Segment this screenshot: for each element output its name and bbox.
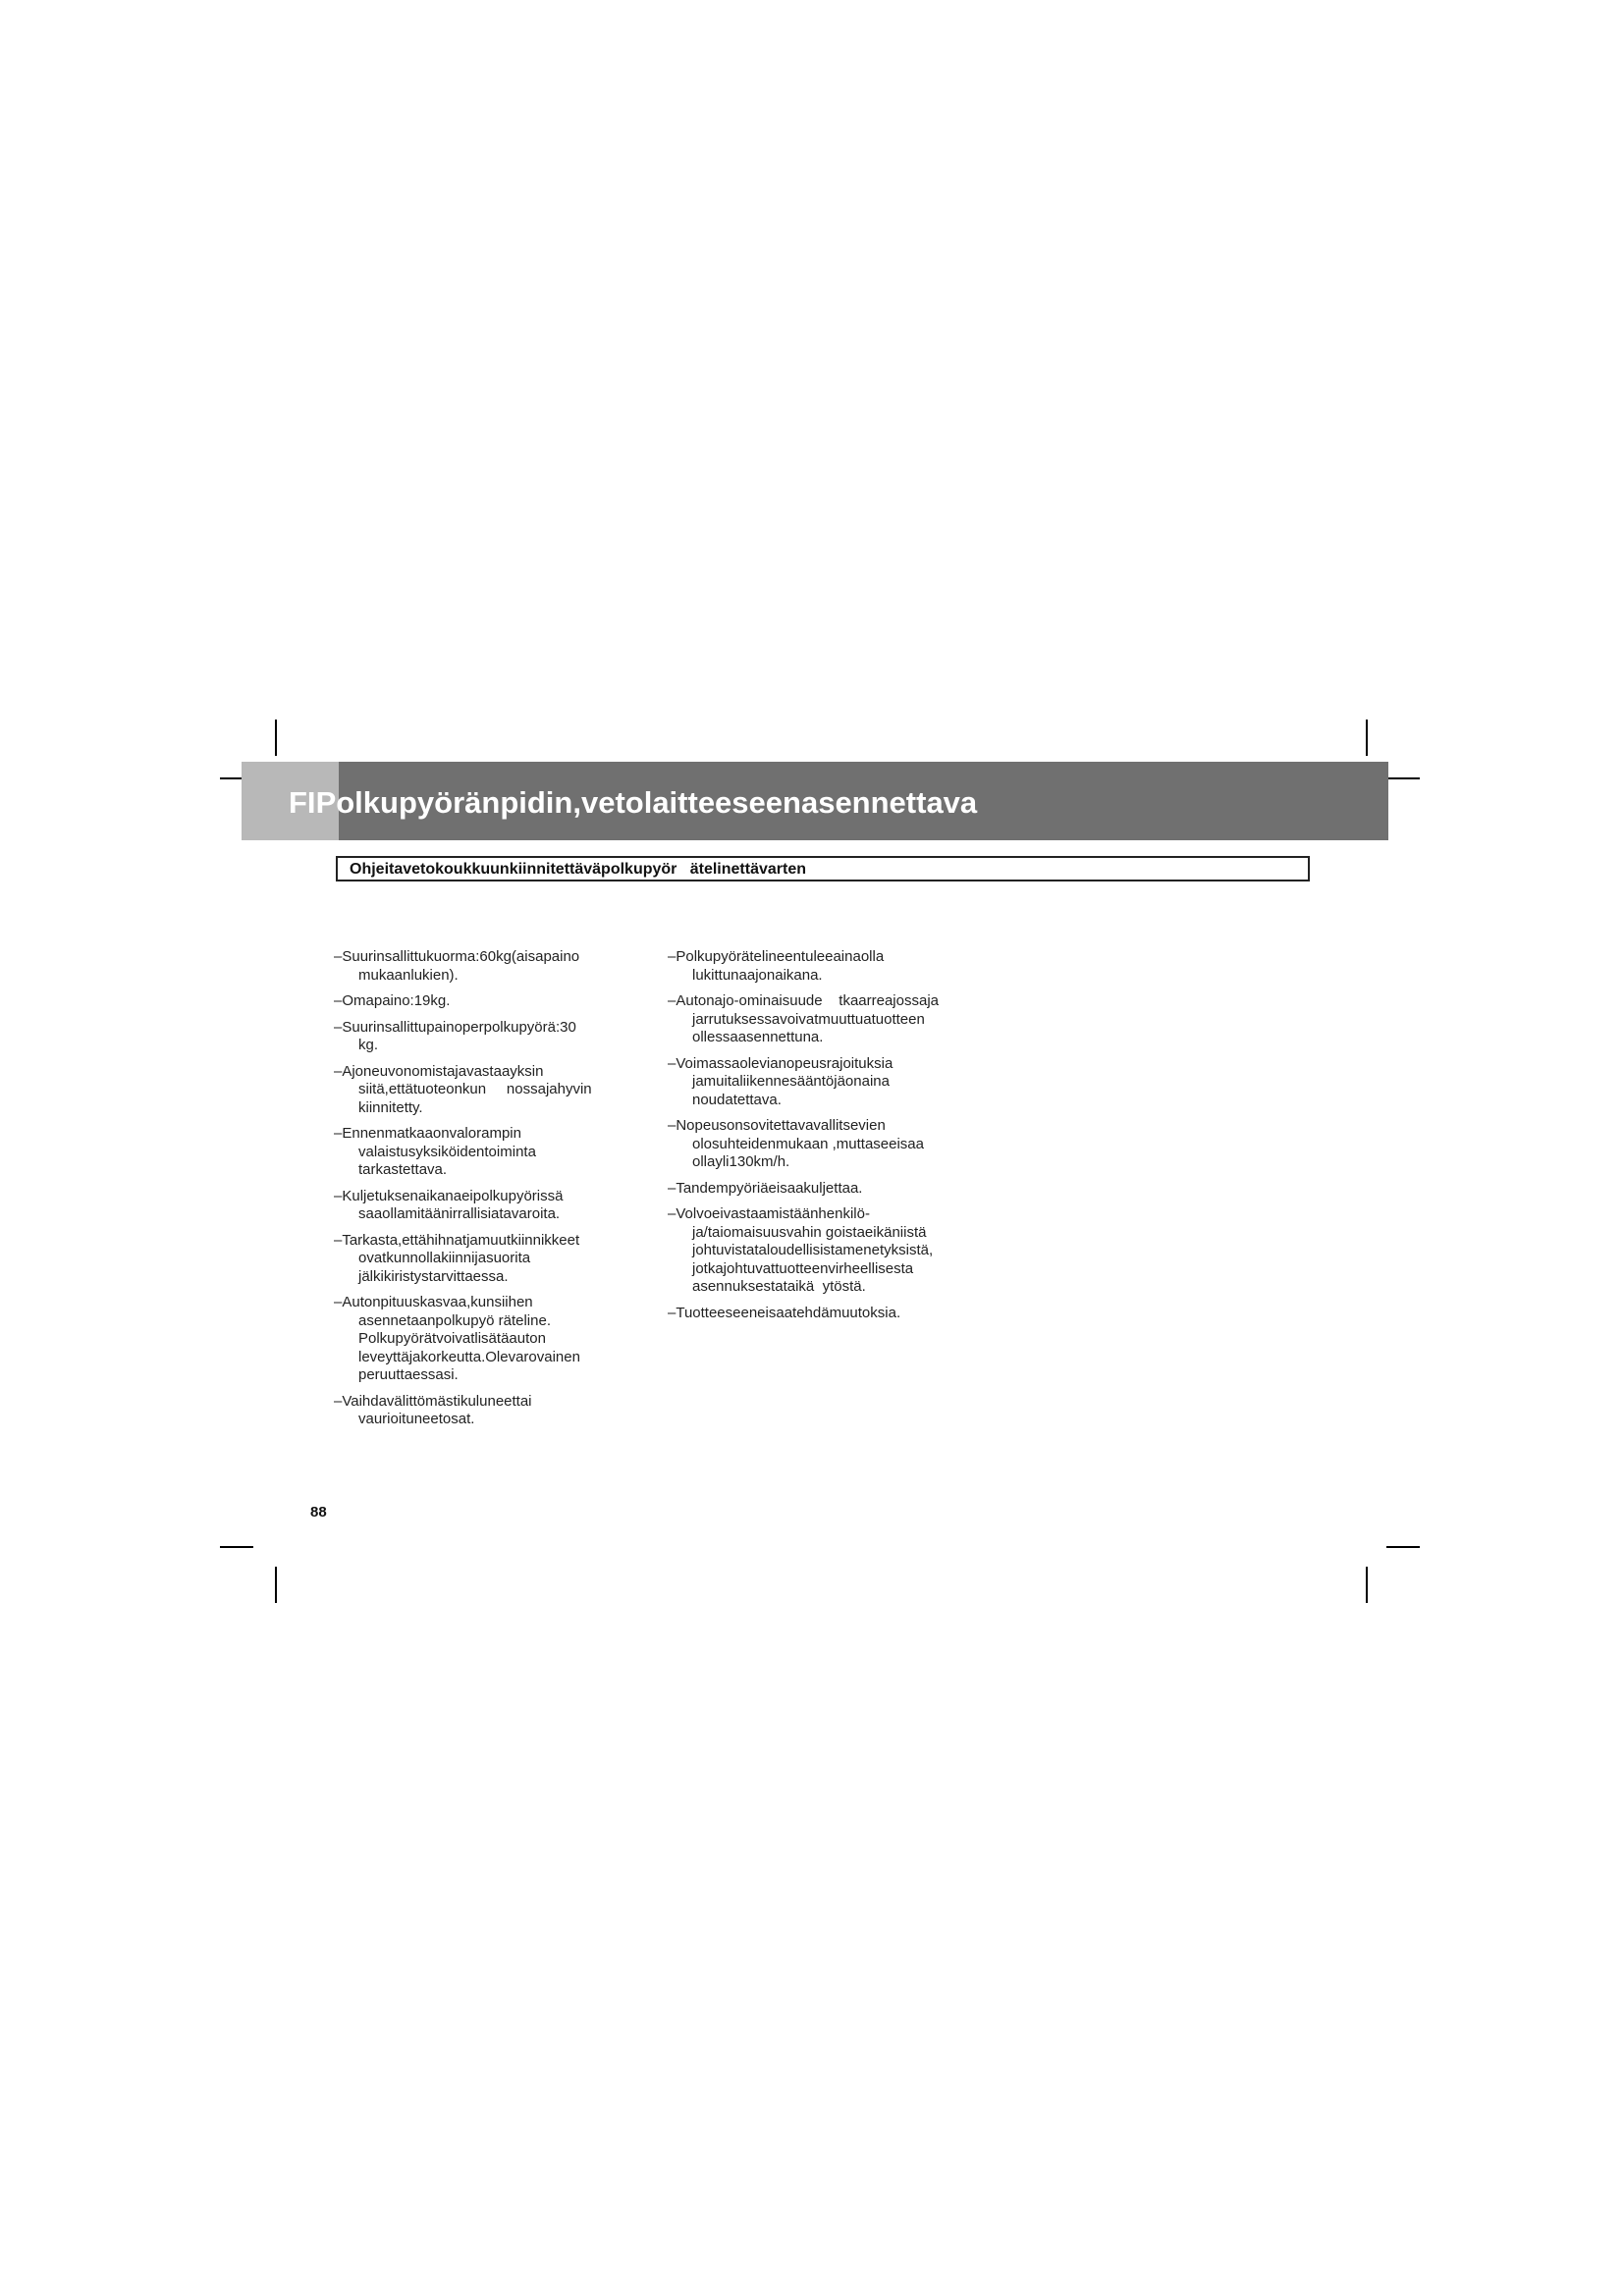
list-item-line: –Vaihdavälittömästikuluneettai bbox=[334, 1392, 532, 1410]
crop-mark bbox=[275, 720, 277, 756]
list-item-line: olosuhteidenmukaan ,muttaseeisaa bbox=[692, 1135, 924, 1152]
subtitle: Ohjeitavetokoukkuunkiinnitettäväpolkupyör ätelinettävarten bbox=[350, 861, 806, 878]
list-item bbox=[334, 948, 628, 985]
list-item-line: –Suurinsallittupainoperpolkupyörä:30 bbox=[334, 1018, 576, 1036]
header-band bbox=[242, 762, 1388, 840]
list-item-line: –Tuotteeseeneisaatehdämuutoksia. bbox=[668, 1304, 901, 1321]
list-item-line: –Volvoeivastaamistäänhenkilö- bbox=[668, 1205, 870, 1222]
list-item-line: –Tarkasta,ettähihnatjamuutkiinnikkeet bbox=[334, 1231, 580, 1249]
list-item-line: kiinnitetty. bbox=[358, 1098, 423, 1116]
list-item-line: –Voimassaolevianopeusrajoituksia bbox=[668, 1054, 893, 1072]
list-item-line: asennetaanpolkupyö räteline. bbox=[358, 1311, 551, 1329]
list-item-line: –Omapaino:19kg. bbox=[334, 992, 451, 1009]
list-item-line: asennuksestataikä ytöstä. bbox=[692, 1278, 866, 1295]
page-number: 88 bbox=[310, 1504, 327, 1521]
list-item bbox=[668, 1117, 982, 1172]
list-item-line: –Kuljetuksenaikanaeipolkupyörissä bbox=[334, 1187, 564, 1204]
list-item bbox=[334, 1393, 628, 1429]
list-item-line: –Polkupyörätelineentuleeainaolla bbox=[668, 948, 885, 965]
list-item-line: –Tandempyöriäeisaakuljettaa. bbox=[668, 1179, 863, 1197]
title-text: Polkupyöränpidin,vetolaitteeseenasennettava bbox=[315, 785, 978, 820]
list-item bbox=[334, 1063, 628, 1118]
list-item-line: leveyttäjakorkeutta.Olevarovainen bbox=[358, 1348, 580, 1365]
list-item-line: noudatettava. bbox=[692, 1091, 782, 1108]
list-item-line: –Nopeusonsovitettavavallitsevien bbox=[668, 1117, 886, 1134]
list-item-line: jälkikiristystarvittaessa. bbox=[358, 1267, 509, 1285]
instructions-left-column bbox=[334, 948, 628, 1437]
language-code: FI bbox=[289, 785, 316, 820]
list-item-line: peruuttaessasi. bbox=[358, 1366, 459, 1383]
list-item-line: jamuitaliikennesääntöjäonaina bbox=[692, 1073, 890, 1090]
crop-mark bbox=[1386, 777, 1420, 779]
crop-mark bbox=[1366, 1567, 1368, 1603]
list-item-line: tarkastettava. bbox=[358, 1161, 448, 1178]
list-item-line: jotkajohtuvattuotteenvirheellisesta bbox=[692, 1259, 914, 1277]
list-item bbox=[334, 1125, 628, 1180]
crop-mark bbox=[220, 1546, 253, 1548]
list-item-line: –Ennenmatkaaonvalorampin bbox=[334, 1125, 521, 1142]
list-item-line: mukaanlukien). bbox=[358, 966, 459, 984]
list-item bbox=[334, 1232, 628, 1287]
list-item-line: vaurioituneetosat. bbox=[358, 1411, 475, 1427]
crop-mark bbox=[1386, 1546, 1420, 1548]
list-item-line: siitä,ettätuoteonkun nossajahyvin bbox=[358, 1081, 592, 1097]
subtitle-box bbox=[336, 856, 1310, 881]
list-item-line: –Autonajo-ominaisuude tkaarreajossaja bbox=[668, 992, 939, 1009]
list-item-line: jarrutuksessavoivatmuuttuatuotteen bbox=[692, 1010, 925, 1028]
list-item-line: saaollamitäänirrallisiatavaroita. bbox=[358, 1205, 561, 1222]
list-item bbox=[668, 1180, 982, 1199]
list-item bbox=[668, 992, 982, 1047]
list-item-line: –Autonpituuskasvaa,kunsiihen bbox=[334, 1294, 533, 1310]
list-item bbox=[334, 1188, 628, 1224]
crop-mark bbox=[1366, 720, 1368, 756]
crop-mark bbox=[275, 1567, 277, 1603]
instructions-right-column bbox=[668, 948, 982, 1330]
list-item-line: ollayli130km/h. bbox=[692, 1153, 790, 1170]
list-item-line: ovatkunnollakiinnijasuorita bbox=[358, 1250, 531, 1266]
list-item bbox=[668, 1305, 982, 1323]
list-item-line: ja/taiomaisuusvahin goistaeikäniistä bbox=[692, 1223, 927, 1241]
list-item bbox=[668, 1055, 982, 1110]
list-item-line: ollessaasennettuna. bbox=[692, 1029, 824, 1045]
list-item-line: –Suurinsallittukuorma:60kg(aisapaino bbox=[334, 948, 580, 965]
list-item bbox=[334, 1019, 628, 1055]
list-item bbox=[334, 992, 628, 1011]
list-item bbox=[668, 1205, 982, 1297]
list-item-line: johtuvistataloudellisistamenetyksistä, bbox=[692, 1242, 934, 1258]
list-item bbox=[334, 1294, 628, 1385]
page-title bbox=[289, 787, 977, 818]
list-item-line: –Ajoneuvonomistajavastaayksin bbox=[334, 1062, 544, 1080]
list-item-line: kg. bbox=[358, 1037, 379, 1053]
list-item-line: lukittunaajonaikana. bbox=[692, 966, 823, 984]
list-item-line: valaistusyksiköidentoiminta bbox=[358, 1143, 536, 1160]
list-item bbox=[668, 948, 982, 985]
list-item-line: Polkupyörätvoivatlisätäauton bbox=[358, 1330, 546, 1347]
